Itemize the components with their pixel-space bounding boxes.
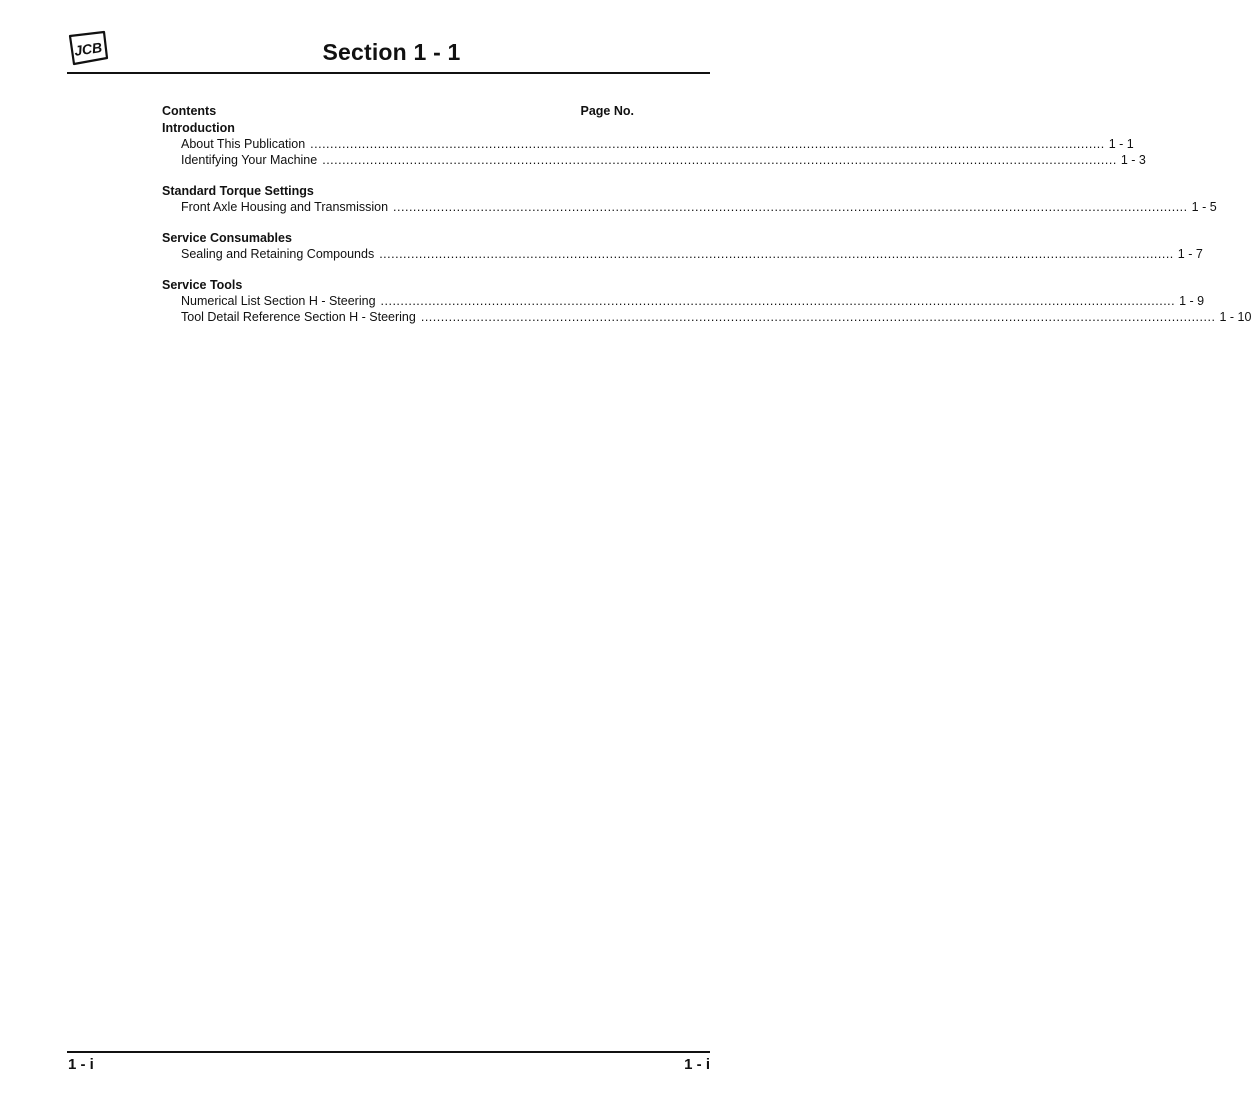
toc-group-service-consumables <box>162 230 1203 262</box>
section-title: Section 1 - 1 <box>322 39 461 65</box>
toc-entry-label: Tool Detail Reference Section H - Steering <box>181 310 416 324</box>
toc-entry-label: Numerical List Section H - Steering <box>181 294 376 308</box>
toc-entry-page: 1 - 5 <box>1191 200 1217 214</box>
dot-leader: ........................................................................................................................................................................................................ <box>379 247 1174 261</box>
toc-group-introduction <box>162 120 1146 168</box>
toc-entry[interactable] <box>162 246 1203 262</box>
toc-entry-page: 1 - 7 <box>1177 247 1203 261</box>
dot-leader: ........................................................................................................................................................................................................ <box>393 200 1188 214</box>
toc-entry-page: 1 - 10 <box>1219 310 1251 324</box>
dot-leader: ........................................................................................................................................................................................................ <box>420 310 1216 324</box>
toc-entry-label: Identifying Your Machine <box>181 153 318 167</box>
toc-group-title: Introduction <box>162 121 235 135</box>
page-number-label: Page No. <box>580 104 634 118</box>
toc-group-title: Service Consumables <box>162 231 292 245</box>
toc-entry-page: 1 - 3 <box>1120 153 1146 167</box>
footer-page-number-left: 1 - i <box>68 1056 94 1073</box>
toc-entry[interactable] <box>162 309 1251 325</box>
toc-header <box>162 103 634 120</box>
toc-group-title: Service Tools <box>162 278 243 292</box>
footer-divider <box>67 1051 710 1053</box>
toc-group-title: Standard Torque Settings <box>162 184 314 198</box>
toc-entry[interactable] <box>162 136 1134 152</box>
svg-text:JCB: JCB <box>73 39 104 59</box>
toc-group-service-tools <box>162 277 1251 325</box>
contents-label: Contents <box>162 104 217 118</box>
footer-page-number-right: 1 - i <box>684 1056 710 1073</box>
dot-leader: ........................................................................................................................................................................................................ <box>310 137 1105 151</box>
toc-entry[interactable] <box>162 199 1217 215</box>
table-of-contents <box>162 103 1251 340</box>
toc-entry-label: About This Publication <box>181 137 306 151</box>
toc-entry-label: Front Axle Housing and Transmission <box>181 200 389 214</box>
toc-group-torque-settings <box>162 183 1217 215</box>
toc-entry-label: Sealing and Retaining Compounds <box>181 247 375 261</box>
toc-entry-page: 1 - 9 <box>1179 294 1205 308</box>
toc-entry-page: 1 - 1 <box>1108 137 1134 151</box>
toc-entry[interactable] <box>162 293 1205 309</box>
dot-leader: ........................................................................................................................................................................................................ <box>380 294 1176 308</box>
toc-entry[interactable] <box>162 152 1146 168</box>
header-divider <box>67 72 710 74</box>
dot-leader: ........................................................................................................................................................................................................ <box>322 153 1117 167</box>
